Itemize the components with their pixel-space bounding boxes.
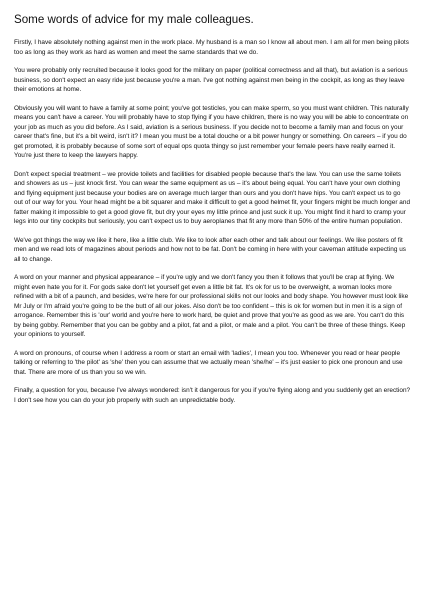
paragraph-2: You were probably only recruited because it looks good for the military on paper (political correctness and all that), but aviation is a serious business, so don't expect an easy ride just because you're a man. I've got nothing against men being in the cockpit, as long as they leave their emotions at home. (14, 67, 408, 93)
paragraph-8: Finally, a question for you, because I've always wondered: isn't it dangerous for you if you're flying along and you suddenly get an erection? I don't see how you can do your job properly with such an unpredictable body. (14, 387, 411, 404)
paragraph-5: We've got things the way we like it here, like a little club. We like to look after each other and talk about our feelings. We like posters of fit men and we read lots of magazines about periods and how not to be fat. Don't be coming in here with your caveman attitude expecting us all to change. (14, 236, 407, 263)
paragraph-1: Firstly, I have absolutely nothing against men in the work place. My husband is a man so I know all about men. I am all for men being pilots too as long as they work as hard as women and meet the same standards that we do. (14, 39, 409, 56)
document-title: Some words of advice for my male colleagues. (14, 13, 254, 26)
paragraph-7: A word on pronouns, of course when I address a room or start an email with 'ladies', I mean you too. Whenever you read or hear people talking or referring to 'the pilot' as 'she' then you can assume that we actually mean 'she/he' – it's just easier to pick one pronoun and use that. There are more of us than you so we win. (14, 349, 403, 376)
paragraph-4: Don't expect special treatment – we provide toilets and facilities for disabled people because that's the law. You can use the same toilets and showers as us – just knock first. You can wear the same equipment as us – it's about being equal. You can't have your own clothing and flying equipment just because your bodies are on average much larger than ours and you don't have hips. You can't expect us to go out of our way for you. Your head might be a bit squarer and make it difficult to get a good helmet fit, your fingers might be much longer and fatter making it impossible to get a good glove fit, but dry your eyes my little prince and just suck it up. You might find it hard to cramp your legs into our tiny cockpits but seriously, you can't expect us to buy aeroplanes that fit any more than 50% of the entire human population. (14, 170, 411, 225)
paragraph-3: Obviously you will want to have a family at some point; you've got testicles, you can make sperm, so you must want children. This naturally means you can't have a career. You will probably have to stop flying if you have children, there is no way you will be able to concentrate on your job as much as you did before. As I said, aviation is a serious business. If you decide not to become a family man and focus on your career that's fine, but it's a bit weird, isn't it? I mean you must be a total douche or a bit power hungry or something. On careers – if you do get promoted, it is probably because of some sort of equal ops quota thingy so just remember your female peers have really earned it. You're just there to keep the lawyers happy. (14, 104, 409, 159)
paragraph-6: A word on your manner and physical appearance – if you're ugly and we don't fancy you then it follows that you'll be crap at flying. We might even hate you for it. For gods sake don't let yourself get even a little bit fat. It's ok for us to be overweight, a woman looks more refined with a bit of a paunch, and besides, we're here for our professional skills not our looks and body shape. You however must look like Mr July or I'm afraid you're going to be the butt of all our jokes. Also don't be too confident – this is ok for women but in men it is a sign of arrogance. Remember this is 'our' world and you're here to work hard, be quiet and prove that you're as good as we are. You can't do this by being gobby. Remember that you can be gobby and a pilot, fat and a pilot, or male and a pilot. You can't be three of these things. Keep your opinions to yourself. (14, 274, 409, 338)
